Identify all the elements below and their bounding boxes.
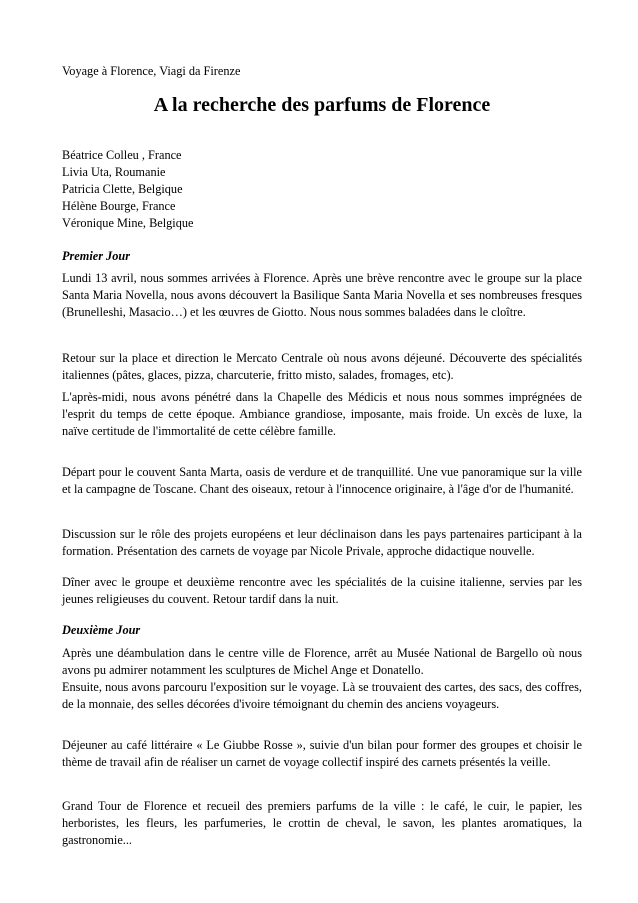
- author-item: Béatrice Colleu , France: [62, 148, 182, 162]
- day1-paragraph-1: [62, 270, 582, 321]
- paragraph: Départ pour le couvent Santa Marta, oasis de verdure et de tranquillité. Une vue panoramique sur la ville et la campagne de Toscane. Chant des oiseaux, retour à l'innocence originaire, à l'âge d'or de l'humanité.: [62, 465, 582, 496]
- day1-paragraph-4: [62, 464, 582, 498]
- day1-paragraph-6: [62, 574, 582, 608]
- document-title: A la recherche des parfums de Florence: [153, 94, 491, 116]
- document-header: Voyage à Florence, Viagi da Firenze: [62, 64, 241, 78]
- day2-paragraph-2: [62, 737, 582, 771]
- day1-paragraph-3: [62, 389, 582, 440]
- day1-heading: Premier Jour: [62, 249, 130, 263]
- paragraph: Après une déambulation dans le centre ville de Florence, arrêt au Musée National de Bargello où nous avons pu admirer notamment les sculptures de Michel Ange et Donatello.: [62, 646, 582, 677]
- day1-paragraph-2: [62, 350, 582, 384]
- author-item: Livia Uta, Roumanie: [62, 165, 166, 179]
- paragraph: L'après-midi, nous avons pénétré dans la Chapelle des Médicis et nous nous sommes imprégnées de l'esprit du temps de cette époque. Ambiance grandiose, imposante, mais froide. Un excès de luxe, la naïve certitude de l'immortalité de cette célèbre famille.: [62, 390, 582, 438]
- paragraph: Discussion sur le rôle des projets européens et leur déclinaison dans les pays partenaires participant à la formation. Présentation des carnets de voyage par Nicole Privale, approche didactique nouvelle.: [62, 527, 582, 558]
- day1-heading-block: [62, 248, 582, 265]
- author-item: Hélène Bourge, France: [62, 199, 176, 213]
- paragraph: Ensuite, nous avons parcouru l'exposition sur le voyage. Là se trouvaient des cartes, des sacs, des coffres, de la monnaie, des selles décorées d'ivoire témoignant du chemin des anciens voyageurs.: [62, 680, 582, 711]
- author-item: Patricia Clette, Belgique: [62, 182, 183, 196]
- paragraph: Retour sur la place et direction le Mercato Centrale où nous avons déjeuné. Découverte des spécialités italiennes (pâtes, glaces, pizza, charcuterie, fritto misto, salades, fromages, etc).: [62, 351, 582, 382]
- paragraph: Dîner avec le groupe et deuxième rencontre avec les spécialités de la cuisine italienne, servies par les jeunes religieuses du couvent. Retour tardif dans la nuit.: [62, 575, 582, 606]
- author-list: [62, 147, 193, 232]
- paragraph: Grand Tour de Florence et recueil des premiers parfums de la ville : le café, le cuir, le papier, les herboristes, les fleurs, les parfumeries, le crottin de cheval, le savon, les plantes aromatiques, la gastronomie...: [62, 799, 582, 847]
- author-item: Véronique Mine, Belgique: [62, 216, 194, 230]
- paragraph: Déjeuner au café littéraire « Le Giubbe Rosse », suivie d'un bilan pour former des groupes et choisir le thème de travail afin de réaliser un carnet de voyage collectif inspiré des carnets présentés la veille.: [62, 738, 582, 769]
- day2-paragraph-1: [62, 645, 582, 713]
- paragraph: Lundi 13 avril, nous sommes arrivées à Florence. Après une brève rencontre avec le groupe sur la place Santa Maria Novella, nous avons découvert la Basilique Santa Maria Novella et ses nombreuses fresques (Brunelleshi, Masacio…) et les œuvres de Giotto. Nous nous sommes baladées dans le cloître.: [62, 271, 582, 319]
- day1-paragraph-5: [62, 526, 582, 560]
- day2-paragraph-3: [62, 798, 582, 849]
- day2-heading-block: [62, 622, 582, 639]
- day2-heading: Deuxième Jour: [62, 623, 141, 637]
